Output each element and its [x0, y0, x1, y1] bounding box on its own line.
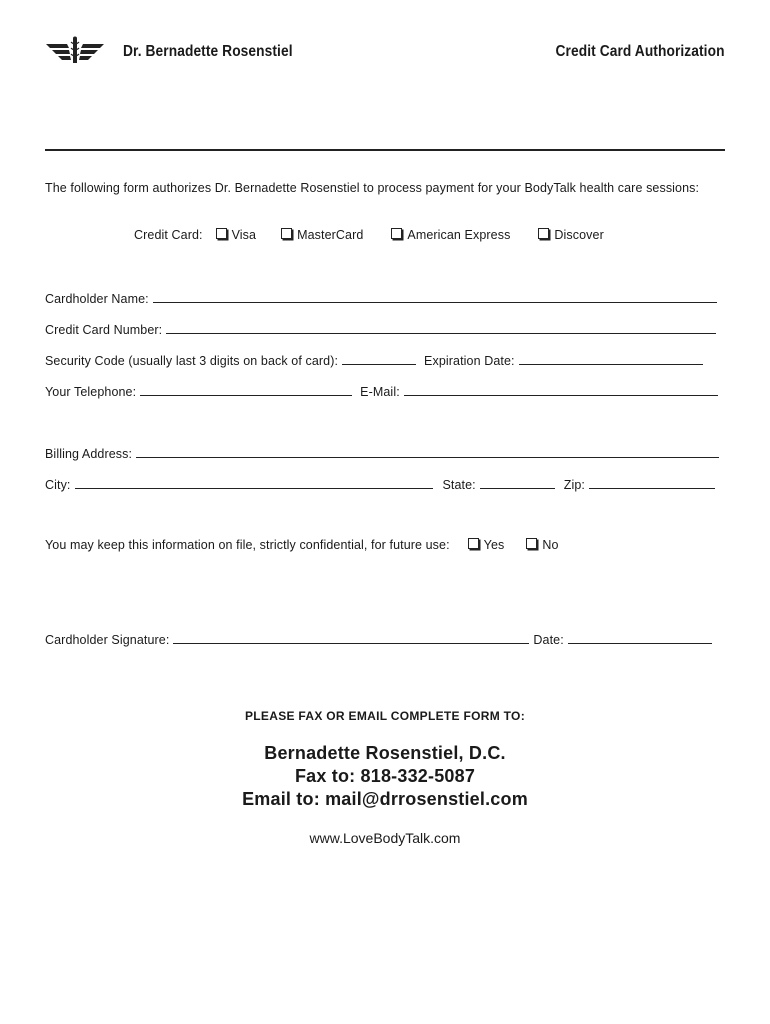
telephone-field[interactable]: [140, 383, 352, 396]
card-number-label: Credit Card Number:: [45, 323, 163, 337]
expiration-label: Expiration Date:: [424, 354, 515, 368]
amex-option[interactable]: American Express: [391, 228, 510, 242]
city-label: City:: [45, 478, 71, 492]
billing-address-label: Billing Address:: [45, 447, 133, 461]
contact-row: [45, 383, 718, 399]
keep-on-file-row: [45, 538, 559, 552]
cardholder-name-label: Cardholder Name:: [45, 292, 149, 306]
billing-row: [45, 445, 719, 461]
card-number-field[interactable]: [166, 321, 716, 334]
visa-checkbox[interactable]: [216, 228, 227, 239]
intro-text: The following form authorizes Dr. Bernadette Rosenstiel to process payment for your BodyTalk health care sessions:: [45, 181, 700, 195]
signature-label: Cardholder Signature:: [45, 633, 170, 647]
visa-option[interactable]: Visa: [216, 228, 257, 242]
zip-field[interactable]: [589, 476, 715, 489]
contact-email: Email to: mail@drrosenstiel.com: [242, 789, 528, 809]
website-link[interactable]: www.LoveBodyTalk.com: [309, 830, 461, 846]
mastercard-option[interactable]: MasterCard: [281, 228, 363, 242]
security-code-field[interactable]: [342, 352, 416, 365]
expiration-field[interactable]: [519, 352, 703, 365]
fax-email-instruction: PLEASE FAX OR EMAIL COMPLETE FORM TO:: [244, 709, 525, 723]
credit-card-options: [134, 228, 604, 242]
doctor-name: Dr. Bernadette Rosenstiel: [123, 43, 293, 60]
date-label: Date:: [533, 633, 564, 647]
city-field[interactable]: [75, 476, 433, 489]
email-label: E-Mail:: [360, 385, 400, 399]
state-label: State:: [442, 478, 476, 492]
card-number-row: [45, 321, 716, 337]
form-title: Credit Card Authorization: [555, 43, 725, 60]
keep-on-file-label: You may keep this information on file, strictly confidential, for future use:: [45, 538, 450, 552]
no-option[interactable]: No: [526, 538, 558, 552]
security-row: [45, 352, 703, 368]
telephone-label: Your Telephone:: [45, 385, 137, 399]
cardholder-name-field[interactable]: [153, 290, 717, 303]
zip-label: Zip:: [563, 478, 586, 492]
city-row: [45, 476, 715, 492]
billing-address-field[interactable]: [136, 445, 719, 458]
header-divider: [45, 149, 725, 151]
amex-checkbox[interactable]: [391, 228, 402, 239]
discover-checkbox[interactable]: [538, 228, 549, 239]
yes-checkbox[interactable]: [468, 538, 479, 549]
security-code-label: Security Code (usually last 3 digits on back of card):: [45, 354, 339, 368]
email-field[interactable]: [404, 383, 718, 396]
signature-row: [45, 631, 712, 647]
date-field[interactable]: [568, 631, 712, 644]
cardholder-name-row: [45, 290, 717, 306]
contact-name: Bernadette Rosenstiel, D.C.: [264, 743, 506, 763]
discover-option[interactable]: Discover: [538, 228, 603, 242]
fax-number: Fax to: 818-332-5087: [294, 766, 476, 786]
winged-logo-icon: [45, 36, 105, 64]
yes-option[interactable]: Yes: [468, 538, 505, 552]
state-field[interactable]: [480, 476, 555, 489]
mastercard-checkbox[interactable]: [281, 228, 292, 239]
credit-card-label: Credit Card:: [134, 228, 203, 242]
logo: [45, 36, 105, 64]
signature-field[interactable]: [173, 631, 529, 644]
no-checkbox[interactable]: [526, 538, 537, 549]
